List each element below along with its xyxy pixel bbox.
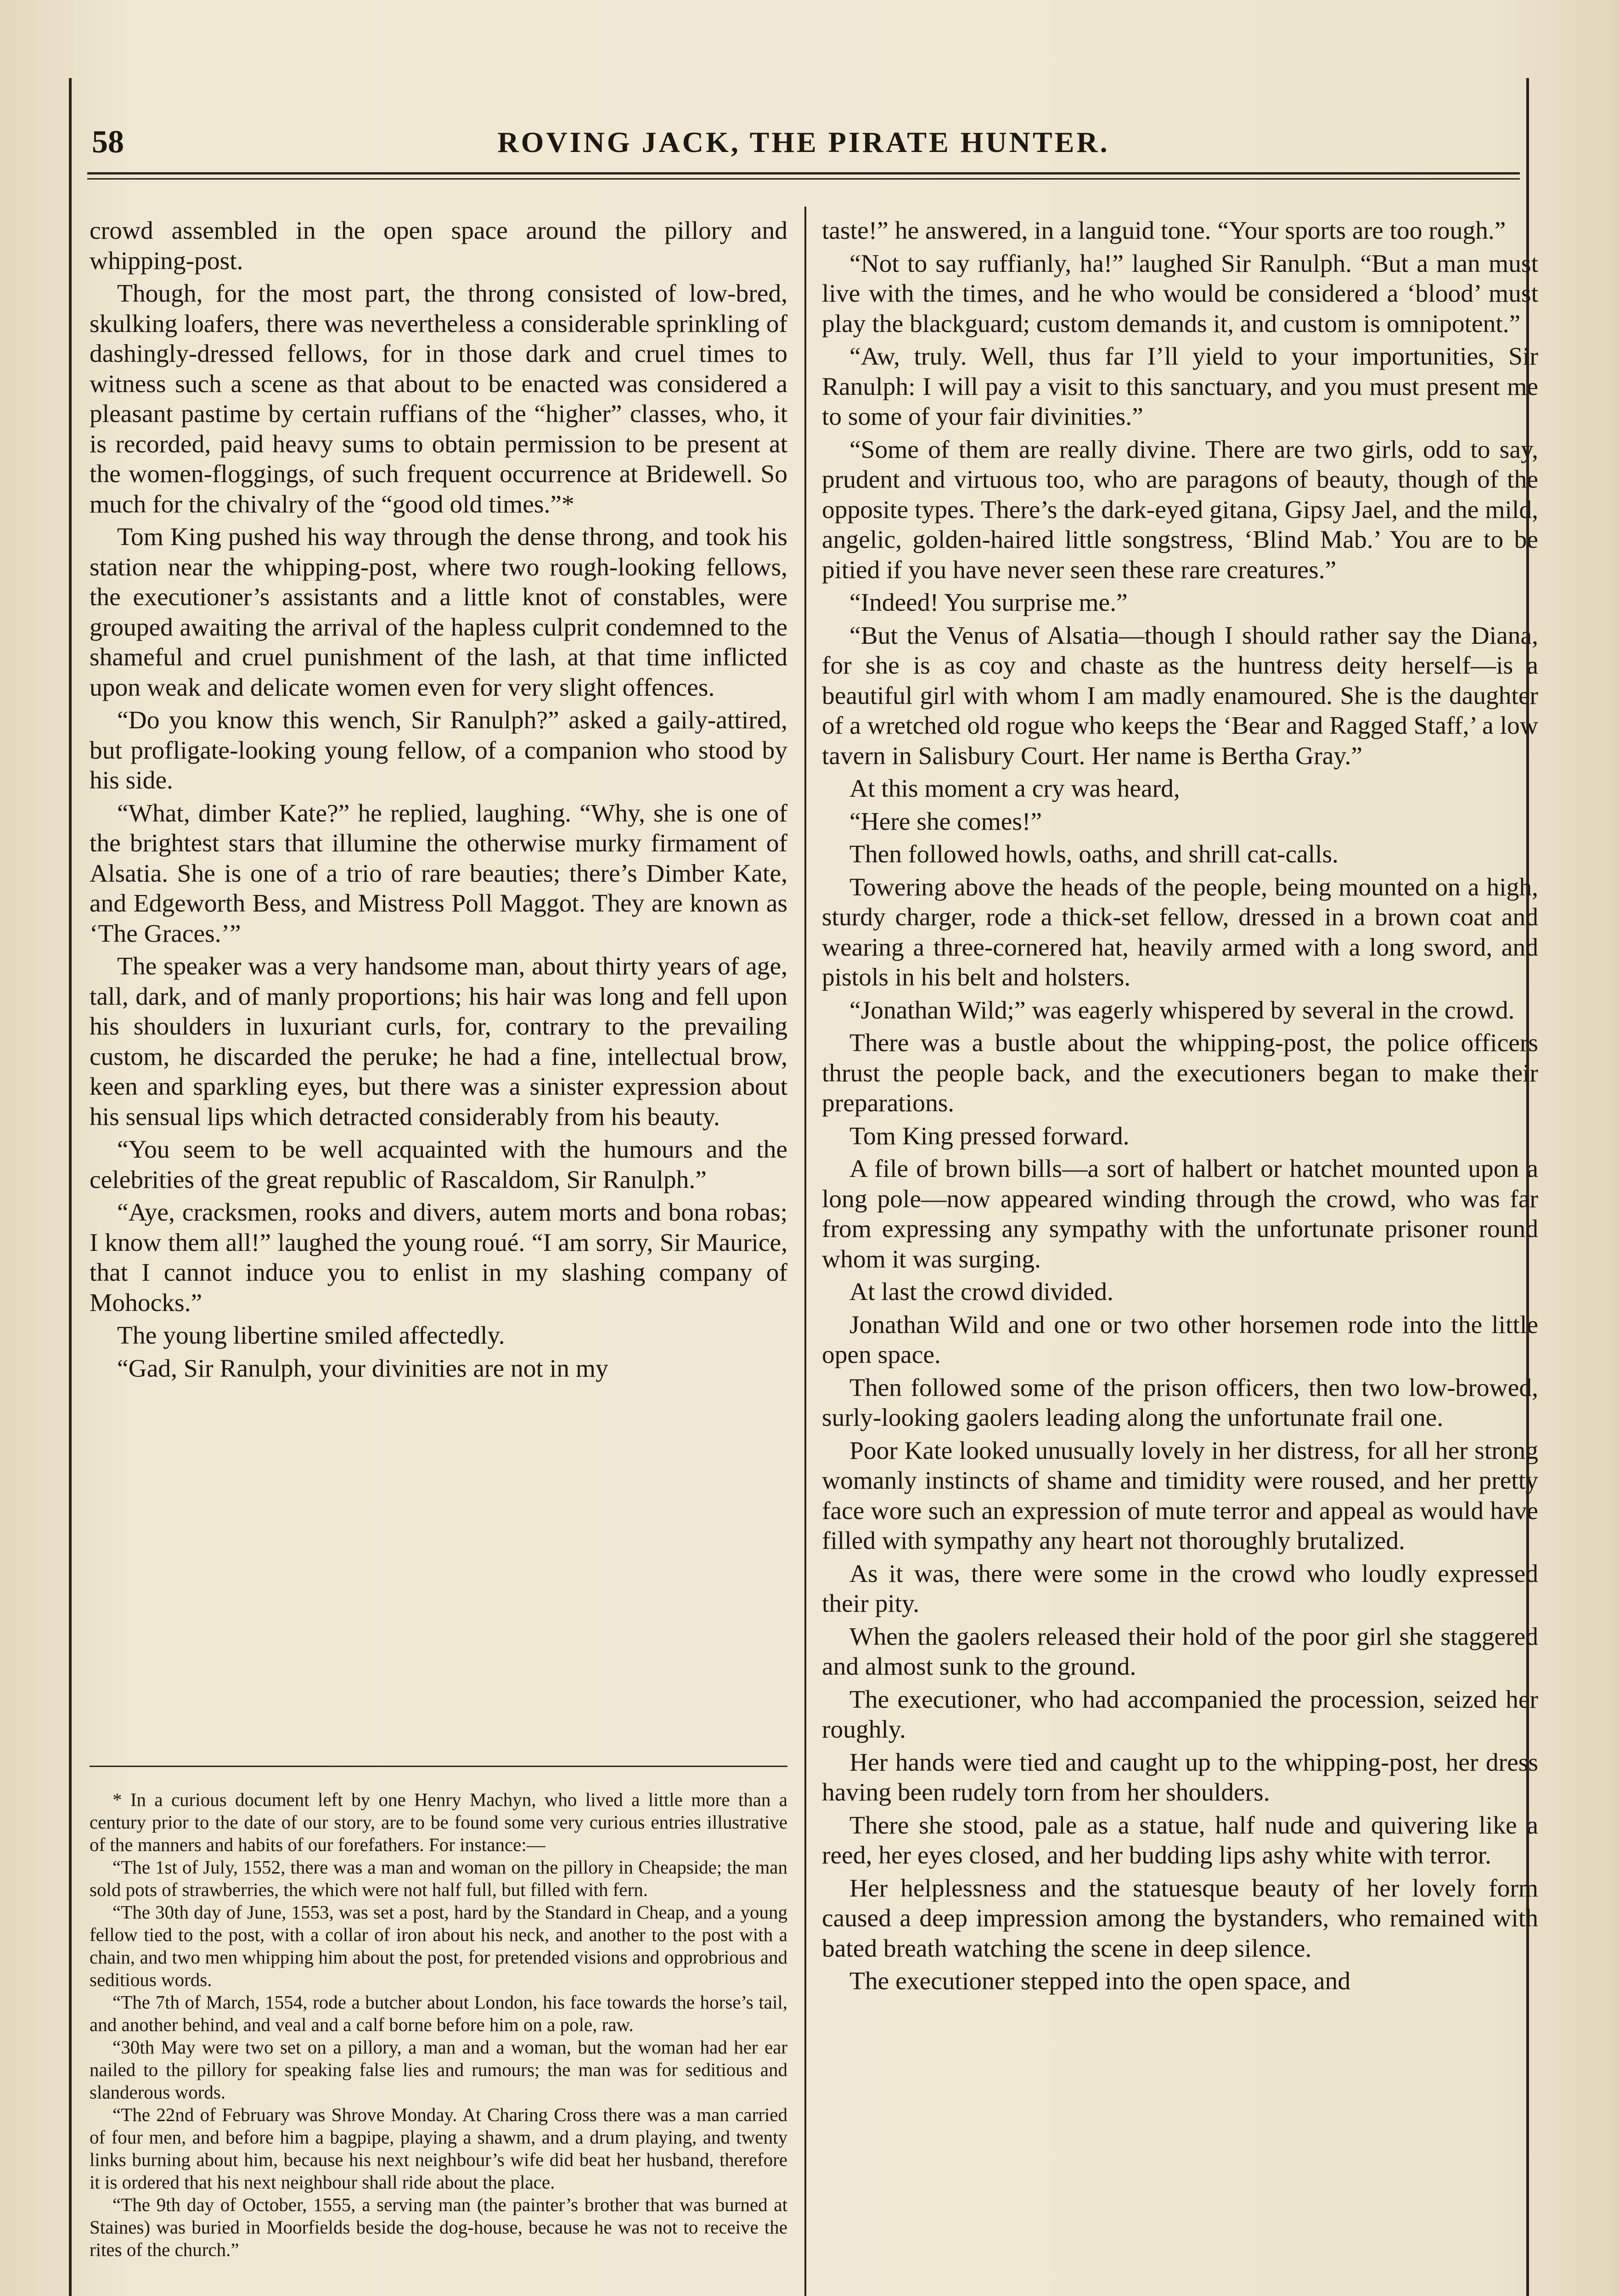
- paragraph: “Do you know this wench, Sir Ranulph?” asked a gaily-attired, but profligate-looking young fellow, of a companion who stood by his side.: [90, 706, 787, 794]
- paragraph: Then followed some of the prison officers, then two low-browed, surly-looking gaolers leading along the unfortunate frail one.: [822, 1373, 1538, 1432]
- footnote-paragraph: “The 1st of July, 1552, there was a man and woman on the pillory in Cheapside; the man sold pots of strawberries, the which were not half full, but filled with fern.: [90, 1857, 787, 1900]
- paragraph: “You seem to be well acquainted with the humours and the celebrities of the great republic of Rascaldom, Sir Ranulph.”: [90, 1136, 787, 1194]
- paragraph: At this moment a cry was heard,: [849, 775, 1180, 803]
- paragraph: “Some of them are really divine. There are two girls, odd to say, prudent and virtuous too, who are paragons of beauty, though of the opposite types. There’s the dark-eyed gitana, Gipsy Jael, and the mild, angelic, golden-haired little songstress, ‘Blind Mab.’ You are to be pitied if you have never seen these rare creatures.”: [822, 435, 1538, 584]
- paragraph: Then followed howls, oaths, and shrill cat-calls.: [849, 840, 1339, 868]
- paragraph: “Aw, truly. Well, thus far I’ll yield to your importunities, Sir Ranulph: I will pay a visit to this sanctuary, and you must present me to some of your fair divinities.”: [822, 343, 1538, 431]
- paragraph: Tom King pushed his way through the dense throng, and took his station near the whipping-post, where two rough-looking fellows, the executioner’s assistants and a little knot of constables, were grouped awaiting the arrival of the hapless culprit condemned to the shameful and cruel punishment of the lash, at that time inflicted upon weak and delicate women even for very slight offences.: [90, 523, 787, 702]
- footnote-paragraph: “The 9th day of October, 1555, a serving man (the painter’s brother that was burned at Staines) was buried in Moorfields beside the dog-house, because he was not to receive the rites of the church.”: [90, 2194, 787, 2260]
- paragraph: Tom King pressed forward.: [849, 1122, 1130, 1150]
- paragraph: taste!” he answered, in a languid tone. “Your sports are too rough.”: [822, 217, 1506, 245]
- paragraph: Her hands were tied and caught up to the whipping-post, her dress having been rudely torn from her shoulders.: [822, 1748, 1538, 1806]
- paragraph: The executioner, who had accompanied the procession, seized her roughly.: [822, 1685, 1538, 1744]
- paragraph: When the gaolers released their hold of the poor girl she staggered and almost sunk to the ground.: [822, 1622, 1538, 1681]
- left-column: [90, 216, 787, 1386]
- running-header: [87, 122, 1520, 163]
- paragraph: As it was, there were some in the crowd who loudly expressed their pity.: [822, 1559, 1538, 1618]
- running-title: ROVING JACK, THE PIRATE HUNTER.: [497, 126, 1110, 158]
- paragraph: Her helplessness and the statuesque beauty of her lovely form caused a deep impression among the bystanders, who remained with bated breath watching the scene in deep silence.: [822, 1874, 1538, 1963]
- footnote-paragraph: “The 22nd of February was Shrove Monday. At Charing Cross there was a man carried of four men, and before him a bagpipe, playing a shawm, and a drum playing, and twenty links burning about him, because his next neighbour’s wife did beat her husband, therefore it is ordered that his next neighbour shall ride about the place.: [90, 2104, 787, 2193]
- footnote-paragraph: “The 30th day of June, 1553, was set a post, hard by the Standard in Cheap, and a young fellow tied to the post, with a collar of iron about his neck, and another to the post with a chain, and two men whipping him about the post, for pretended visions and opprobrious and seditious words.: [90, 1902, 787, 1990]
- paragraph: The young libertine smiled affectedly.: [117, 1322, 505, 1350]
- page-number: 58: [92, 124, 124, 160]
- right-column: [822, 216, 1538, 1999]
- paragraph: “Indeed! You surprise me.”: [849, 589, 1128, 617]
- paragraph: “But the Venus of Alsatia—though I should rather say the Diana, for she is as coy and chaste as the huntress deity herself—is a beautiful girl with whom I am madly enamoured. She is the daughter of a wretched old rogue who keeps the ‘Bear and Ragged Staff,’ a low tavern in Salisbury Court. Her name is Bertha Gray.”: [822, 621, 1538, 770]
- paragraph: The speaker was a very handsome man, about thirty years of age, tall, dark, and of manly proportions; his hair was long and fell upon his shoulders in luxuriant curls, for, contrary to the prevailing custom, he discarded the peruke; he had a fine, intellectual brow, keen and sparkling eyes, but there was a sinister expression about his sensual lips which detracted considerably from his beauty.: [90, 952, 787, 1131]
- footnote-paragraph: “30th May were two set on a pillory, a man and a woman, but the woman had her ear nailed to the pillory for speaking false lies and rumours; the man was for seditious and slanderous words.: [90, 2037, 787, 2103]
- paragraph: Towering above the heads of the people, being mounted on a high, sturdy charger, rode a thick-set fellow, dressed in a brown coat and wearing a three-cornered hat, heavily armed with a long sword, and pistols in his belt and holsters.: [822, 873, 1538, 991]
- paragraph: At last the crowd divided.: [849, 1278, 1113, 1306]
- header-rule: [87, 172, 1520, 180]
- paragraph: “Here she comes!”: [849, 807, 1042, 836]
- footnote-paragraph: * In a curious document left by one Henry Machyn, who lived a little more than a century prior to the date of our story, are to be found some very curious entries illustrative of the manners and habits of our forefathers. For instance:—: [90, 1789, 787, 1855]
- paragraph: “Jonathan Wild;” was eagerly whispered by several in the crowd.: [849, 996, 1515, 1024]
- paragraph: The executioner stepped into the open space, and: [849, 1967, 1351, 1995]
- footnote: [90, 1789, 787, 2261]
- footnote-rule: [90, 1766, 787, 1767]
- paragraph: crowd assembled in the open space around the pillory and whipping-post.: [90, 217, 787, 275]
- paragraph: There she stood, pale as a statue, half nude and quivering like a reed, her eyes closed, and her budding lips ashy white with terror.: [822, 1811, 1538, 1869]
- paragraph: “Aye, cracksmen, rooks and divers, autem morts and bona robas; I know them all!” laughed the young roué. “I am sorry, Sir Maurice, that I cannot induce you to enlist in my slashing company of Mohocks.”: [90, 1199, 787, 1317]
- paragraph: Though, for the most part, the throng consisted of low-bred, skulking loafers, there was nevertheless a considerable sprinkling of dashingly-dressed fellows, for in those dark and cruel times to witness such a scene as that about to be enacted was considered a pleasant pastime by certain ruffians of the “higher” classes, who, it is recorded, paid heavy sums to obtain permission to be present at the women-floggings, of such frequent occurrence at Bridewell. So much for the chivalry of the “good old times.”*: [90, 280, 787, 518]
- column-divider: [804, 207, 806, 2296]
- paragraph: “Gad, Sir Ranulph, your divinities are not in my: [117, 1354, 608, 1383]
- paragraph: “What, dimber Kate?” he replied, laughing. “Why, she is one of the brightest stars that illumine the otherwise murky firmament of Alsatia. She is one of a trio of rare beauties; there’s Dimber Kate, and Edgeworth Bess, and Mistress Poll Maggot. They are known as ‘The Graces.’”: [90, 799, 787, 948]
- paragraph: Jonathan Wild and one or two other horsemen rode into the little open space.: [822, 1311, 1538, 1369]
- paragraph: A file of brown bills—a sort of halbert or hatchet mounted upon a long pole—now appeared winding through the crowd, who was far from expressing any sympathy with the unfortunate prisoner round whom it was surging.: [822, 1155, 1538, 1273]
- paragraph: “Not to say ruffianly, ha!” laughed Sir Ranulph. “But a man must live with the times, and he who would be considered a ‘blood’ must play the blackguard; custom demands it, and custom is omnipotent.”: [822, 249, 1538, 338]
- footnote-paragraph: “The 7th of March, 1554, rode a butcher about London, his face towards the horse’s tail, and another behind, and veal and a calf borne before him on a pole, raw.: [90, 1992, 787, 2035]
- paragraph: There was a bustle about the whipping-post, the police officers thrust the people back, and the executioners began to make their preparations.: [822, 1029, 1538, 1117]
- paragraph: Poor Kate looked unusually lovely in her distress, for all her strong womanly instincts of shame and timidity were roused, and her pretty face wore such an expression of mute terror and appeal as would have filled with sympathy any heart not thoroughly brutalized.: [822, 1436, 1538, 1555]
